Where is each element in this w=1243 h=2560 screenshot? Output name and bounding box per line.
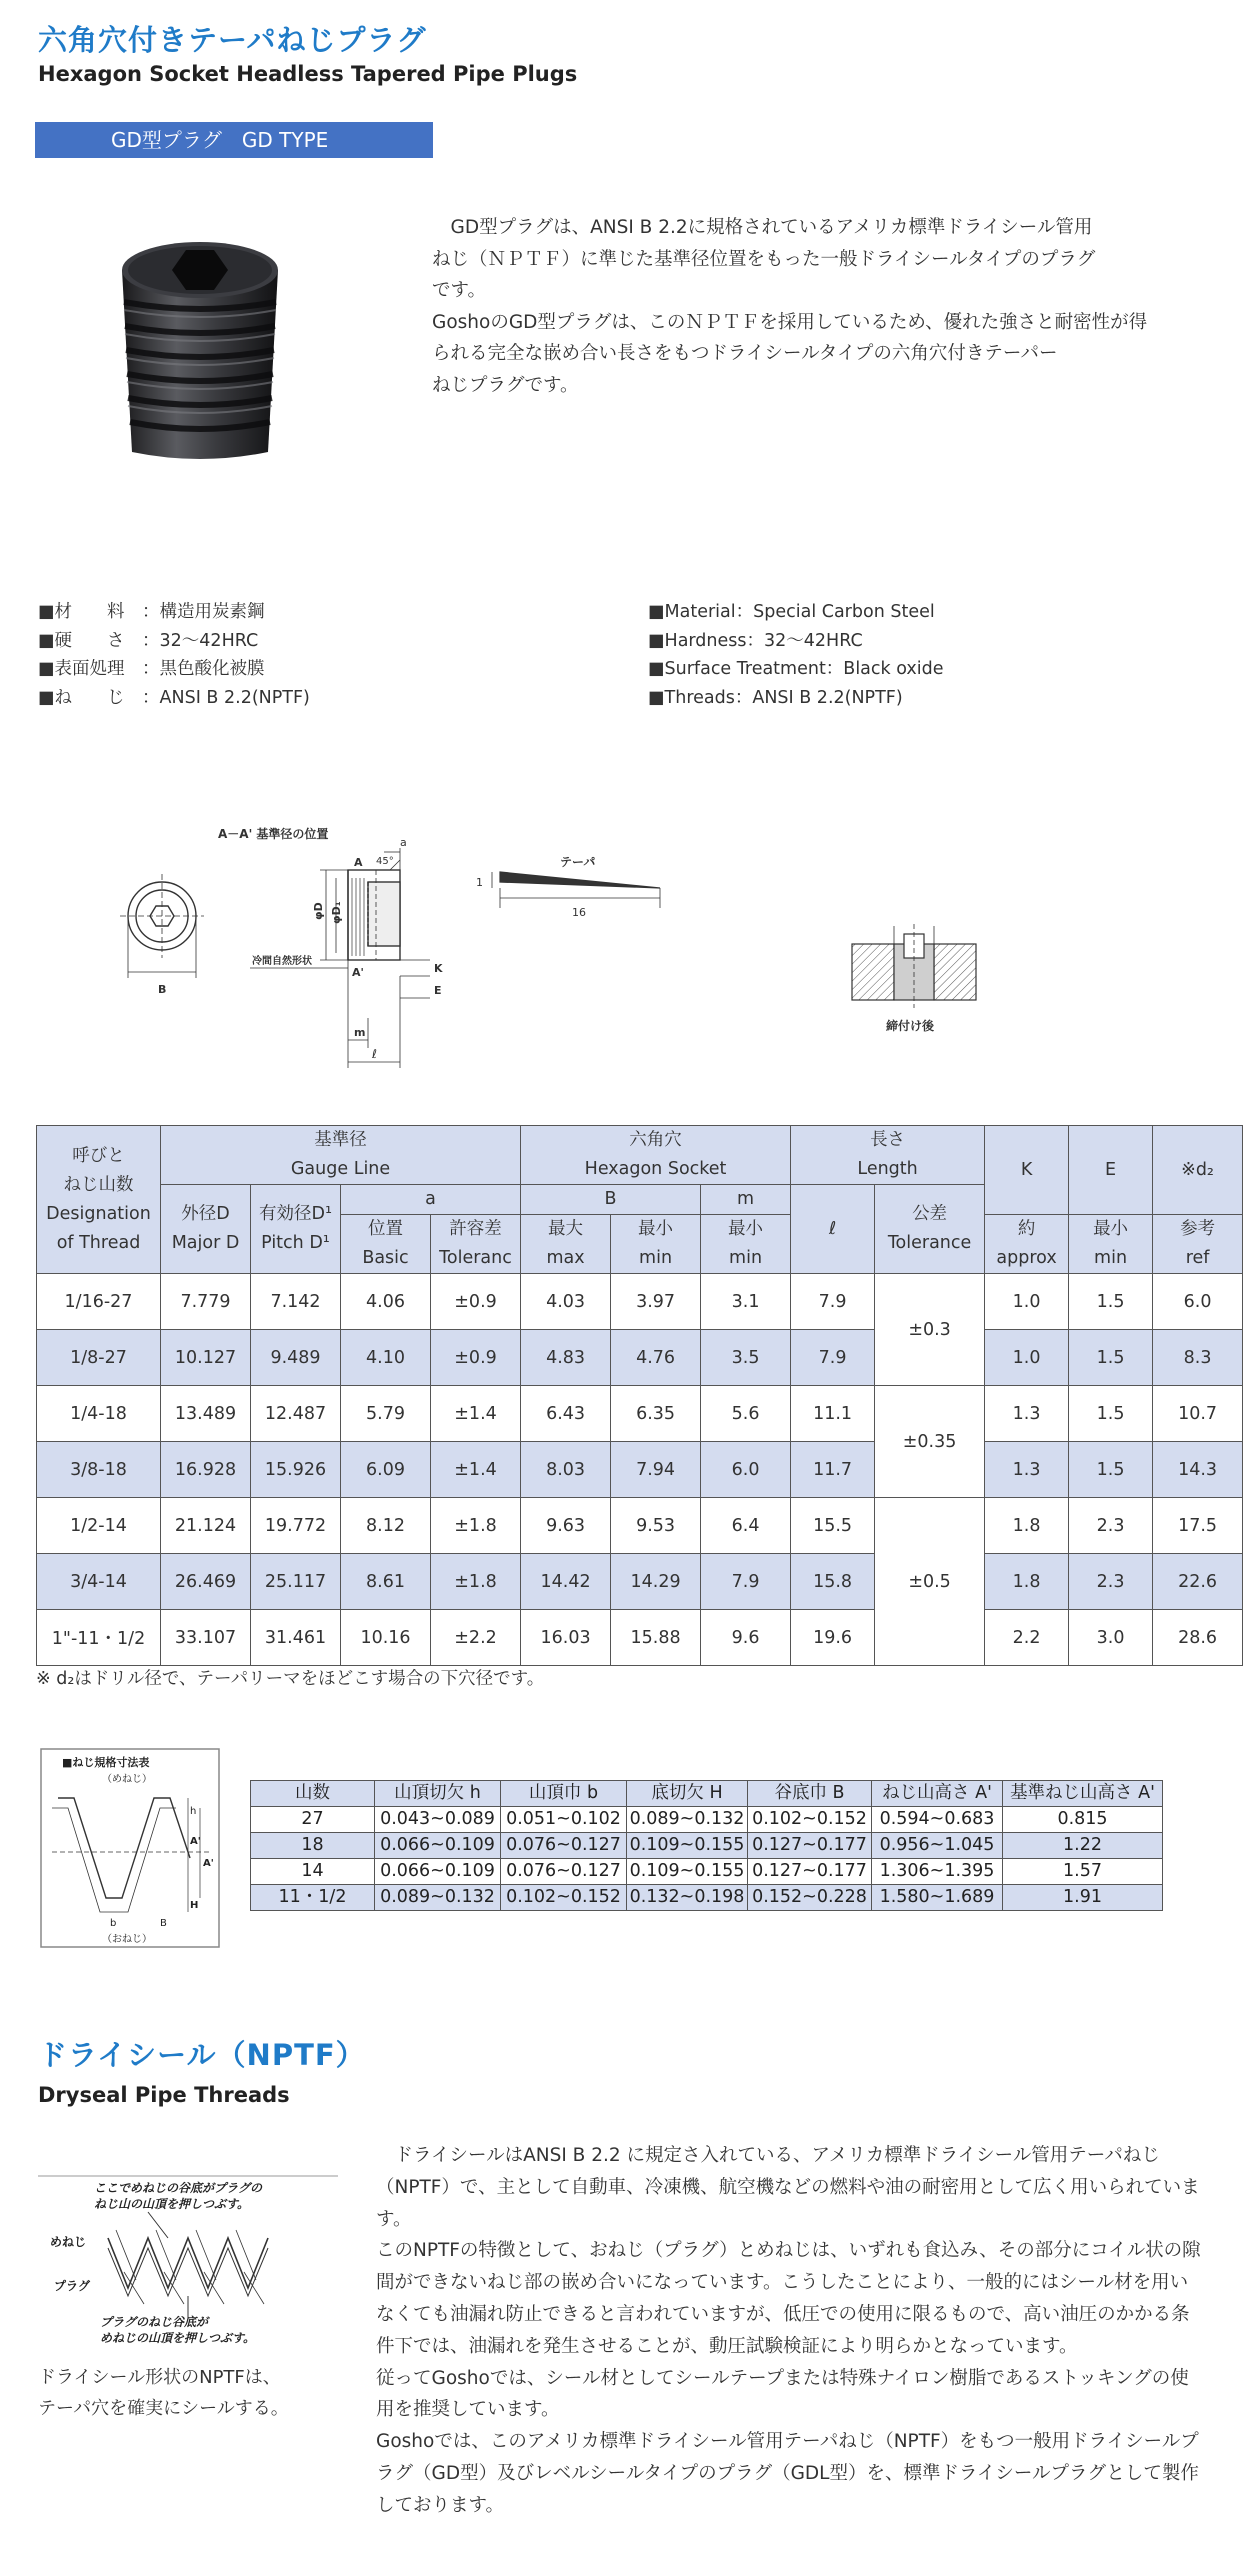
table-cell: 8.12 — [341, 1498, 431, 1554]
intro-text — [432, 212, 1192, 401]
table-cell: 28.6 — [1153, 1610, 1243, 1666]
header-text: ref — [1185, 1248, 1210, 1268]
header-text: Tolerance — [887, 1233, 972, 1253]
thread-dim-b: b — [110, 1918, 117, 1929]
length-tolerance-cell: ±0.35 — [875, 1386, 985, 1498]
thread-header-cell: 底切欠 H — [627, 1781, 748, 1807]
thread-header-cell: ねじ山高さ A' — [872, 1781, 1003, 1807]
table-cell: 3/4-14 — [37, 1554, 161, 1610]
fig-label-bottom-2: めねじの山頂を押しつぶす。 — [100, 2331, 256, 2345]
front-view — [120, 874, 204, 978]
header-text: 許容差 — [449, 1219, 502, 1239]
header-l: ℓ — [791, 1185, 875, 1274]
header-text: Length — [857, 1159, 918, 1179]
thread-cell: 1.22 — [1003, 1833, 1163, 1859]
spec-item: ■Threads：ANSI B 2.2(NPTF) — [648, 687, 903, 708]
table-cell: 25.117 — [251, 1554, 341, 1610]
table-cell: ±2.2 — [431, 1610, 521, 1666]
thread-cell: 1.580~1.689 — [872, 1885, 1003, 1911]
table-cell: 9.489 — [251, 1330, 341, 1386]
header-text: 参考 — [1180, 1219, 1216, 1239]
header-text: 最小 — [1093, 1219, 1129, 1239]
table-cell: 9.6 — [701, 1610, 791, 1666]
header-length-tolerance — [875, 1185, 985, 1274]
table-cell: 1/4-18 — [37, 1386, 161, 1442]
table-cell: 1/2-14 — [37, 1498, 161, 1554]
table-cell: 10.127 — [161, 1330, 251, 1386]
table-cell: 6.43 — [521, 1386, 611, 1442]
spec-item: ■表面処理 ：黒色酸化被膜 — [38, 659, 265, 679]
table-cell: ±0.9 — [431, 1274, 521, 1330]
length-tolerance-cell: ±0.3 — [875, 1274, 985, 1386]
thread-cell: 0.089~0.132 — [627, 1807, 748, 1833]
table-cell: 6.0 — [701, 1442, 791, 1498]
dryseal-paragraph: ドライシールはANSI B 2.2 に規定さ入れている、アメリカ標準ドライシール管用テーパねじ（NPTF）で、主として自動車、冷凍機、航空機などの燃料や油の耐密用として広く用いられています。 — [376, 2145, 1200, 2230]
header-hex-socket — [521, 1126, 791, 1185]
intro-line: ねじ（ＮＰＴＦ）に準じた基準径位置をもった一般ドライシールタイプのプラグ — [432, 248, 1096, 270]
table-cell: 1"-11・1/2 — [37, 1610, 161, 1666]
header-text: 約 — [1017, 1219, 1036, 1239]
table-cell: 3.97 — [611, 1274, 701, 1330]
thread-header-cell: 山頂巾 b — [501, 1781, 627, 1807]
thread-cell: 0.066~0.109 — [375, 1859, 501, 1885]
thread-cell: 0.594~0.683 — [872, 1807, 1003, 1833]
table-cell: 2.3 — [1069, 1498, 1153, 1554]
thread-header-cell: 谷底巾 B — [748, 1781, 872, 1807]
spec-item: ■材 料 ：構造用炭素鋼 — [38, 602, 265, 622]
table-cell: 1.0 — [985, 1274, 1069, 1330]
thread-table — [250, 1780, 1163, 1911]
thread-cell: 27 — [251, 1807, 375, 1833]
table-cell: 15.8 — [791, 1554, 875, 1610]
header-text: Hexagon Socket — [584, 1159, 727, 1179]
dim-a: a — [400, 836, 407, 849]
thread-table-row — [251, 1833, 1163, 1859]
installed-view — [852, 924, 976, 1008]
header-text: 有効径D¹ — [259, 1204, 332, 1224]
table-row — [37, 1442, 1243, 1498]
header-text: Pitch D¹ — [261, 1233, 330, 1253]
thread-dim-A-base: A' — [203, 1858, 214, 1869]
thread-dim-H: H — [190, 1900, 199, 1911]
table-row — [37, 1386, 1243, 1442]
table-cell: ±1.4 — [431, 1442, 521, 1498]
spec-item: ■Hardness：32～42HRC — [648, 630, 863, 651]
specs-jp — [38, 598, 310, 712]
dryseal-title-en: Dryseal Pipe Threads — [38, 2083, 290, 2107]
table-cell: 4.10 — [341, 1330, 431, 1386]
table-cell: 19.6 — [791, 1610, 875, 1666]
table-cell: 13.489 — [161, 1386, 251, 1442]
table-cell: 22.6 — [1153, 1554, 1243, 1610]
fig-label-top-2: ねじ山の山頂を押しつぶす。 — [94, 2197, 250, 2211]
header-E: E — [1069, 1126, 1153, 1215]
after-tightening-label: 締付け後 — [886, 1019, 935, 1033]
header-text: approx — [996, 1248, 1057, 1268]
thread-cell: 0.051~0.102 — [501, 1807, 627, 1833]
table-row — [37, 1498, 1243, 1554]
table-cell: ±1.8 — [431, 1554, 521, 1610]
thread-dim-h: h — [190, 1806, 197, 1817]
fig-label-bottom-1: プラグのねじ谷底が — [100, 2315, 209, 2329]
dim-D1: φD₁ — [330, 901, 343, 924]
table-cell: 7.9 — [701, 1554, 791, 1610]
header-text: of Thread — [56, 1232, 141, 1253]
thread-cell: 1.57 — [1003, 1859, 1163, 1885]
cold-heading-label: 冷間自然形状 — [252, 956, 312, 967]
table-cell: 8.61 — [341, 1554, 431, 1610]
thread-cell: 0.076~0.127 — [501, 1833, 627, 1859]
header-text: 呼びと — [72, 1145, 125, 1166]
thread-cell: 0.109~0.155 — [627, 1833, 748, 1859]
header-major-d — [161, 1185, 251, 1274]
table-cell: 14.29 — [611, 1554, 701, 1610]
header-m-min — [701, 1215, 791, 1274]
taper-diagram — [492, 872, 660, 908]
thread-dim-A-prime: A' — [190, 1836, 201, 1847]
header-text: 公差 — [912, 1204, 948, 1224]
table-cell: 7.9 — [791, 1330, 875, 1386]
thread-cell: 0.127~0.177 — [748, 1859, 872, 1885]
header-text: 基準径 — [314, 1130, 367, 1150]
dryseal-paragraph: Goshoでは、このアメリカ標準ドライシール管用テーパねじ（NPTF）をもつ一般用ドライシールプラグ（GD型）及びレベルシールタイプのプラグ（GDL型）を、標準ドライシールプラグとして製作しております。 — [376, 2431, 1199, 2516]
header-designation — [37, 1126, 161, 1274]
thread-cell: 0.076~0.127 — [501, 1859, 627, 1885]
table-cell: 15.5 — [791, 1498, 875, 1554]
thread-header-cell: 基準ねじ山高さ A' — [1003, 1781, 1163, 1807]
taper-ratio-sixteen: 16 — [572, 906, 586, 919]
table-cell: 11.7 — [791, 1442, 875, 1498]
table-cell: 7.9 — [791, 1274, 875, 1330]
header-length — [791, 1126, 985, 1185]
page-title-en: Hexagon Socket Headless Tapered Pipe Plugs — [38, 62, 578, 86]
dim-45: 45° — [376, 856, 394, 867]
table-cell: 1.5 — [1069, 1442, 1153, 1498]
thread-table-row — [251, 1885, 1163, 1911]
dryseal-paragraph: 従ってGoshoでは、シール材としてシールテープまたは特殊ナイロン樹脂であるストッキングの使用を推奨しています。 — [376, 2367, 1189, 2421]
table-cell: 6.35 — [611, 1386, 701, 1442]
thread-cell: 1.306~1.395 — [872, 1859, 1003, 1885]
header-d2-ref — [1153, 1215, 1243, 1274]
dryseal-paragraph: このNPTFの特徴として、おねじ（プラグ）とめねじは、いずれも食込み、その部分にコイル状の隙間ができないねじ部の嵌め合いになっています。こうしたことにより、一般的にはシール材を用いなくても油漏れ防止できると言われていますが、低圧での使用に限るもので、高い油圧のかかる条件下では、油漏れを発生させることが、動圧試験検証により明らかとなっています。 — [376, 2240, 1201, 2357]
table-cell: 1.8 — [985, 1498, 1069, 1554]
table-cell: 31.461 — [251, 1610, 341, 1666]
table-cell: 11.1 — [791, 1386, 875, 1442]
header-text: min — [639, 1248, 673, 1268]
dryseal-body — [376, 2140, 1206, 2522]
table-cell: 16.03 — [521, 1610, 611, 1666]
intro-line: GD型プラグは、ANSI B 2.2に規格されているアメリカ標準ドライシール管用 — [432, 217, 1093, 238]
table-cell: 10.7 — [1153, 1386, 1243, 1442]
dim-A: A — [354, 856, 363, 869]
table-cell: 1.5 — [1069, 1386, 1153, 1442]
thread-cell: 0.043~0.089 — [375, 1807, 501, 1833]
intro-line: られる完全な嵌め合い長さをもつドライシールタイプの六角穴付きテーパー — [432, 343, 1058, 364]
female-thread-label: （めねじ） — [102, 1774, 152, 1785]
table-cell: 9.53 — [611, 1498, 701, 1554]
table-cell: 5.79 — [341, 1386, 431, 1442]
header-min — [611, 1215, 701, 1274]
header-tolerance — [431, 1215, 521, 1274]
table-cell: 1.3 — [985, 1386, 1069, 1442]
table-cell: 15.88 — [611, 1610, 701, 1666]
header-text: 外径D — [181, 1204, 230, 1224]
male-thread-label: （おねじ） — [102, 1934, 152, 1945]
table-row — [37, 1274, 1243, 1330]
table-cell: 14.42 — [521, 1554, 611, 1610]
dryseal-title-jp: ドライシール（NPTF） — [38, 2038, 366, 2072]
table-cell: ±1.8 — [431, 1498, 521, 1554]
header-text: 長さ — [870, 1130, 906, 1150]
header-text: 位置 — [368, 1219, 403, 1239]
header-d2: ※d₂ — [1153, 1126, 1243, 1215]
table-cell: 15.926 — [251, 1442, 341, 1498]
table-cell: 5.6 — [701, 1386, 791, 1442]
thread-cell: 18 — [251, 1833, 375, 1859]
table-cell: 8.03 — [521, 1442, 611, 1498]
table-cell: 7.779 — [161, 1274, 251, 1330]
table-cell: 1.0 — [985, 1330, 1069, 1386]
table-row — [37, 1330, 1243, 1386]
header-gauge-line — [161, 1126, 521, 1185]
type-label-bar: GD型プラグ GD TYPE — [35, 122, 433, 158]
table-cell: 16.928 — [161, 1442, 251, 1498]
table-cell: 3.5 — [701, 1330, 791, 1386]
table-cell: 19.772 — [251, 1498, 341, 1554]
thread-table-row — [251, 1807, 1163, 1833]
table-cell: 4.03 — [521, 1274, 611, 1330]
table-cell: 4.76 — [611, 1330, 701, 1386]
table-cell: 21.124 — [161, 1498, 251, 1554]
plug-photo — [100, 230, 300, 470]
header-text: 最大 — [548, 1219, 584, 1239]
header-text: 最小 — [638, 1219, 674, 1239]
header-text: Designation — [46, 1203, 151, 1224]
thread-cell: 0.127~0.177 — [748, 1833, 872, 1859]
thread-table-header — [251, 1781, 1163, 1807]
dim-m: m — [354, 1026, 366, 1039]
dimension-table — [36, 1125, 1243, 1666]
table-cell: 2.3 — [1069, 1554, 1153, 1610]
header-a: a — [341, 1185, 521, 1215]
technical-drawing — [100, 808, 1040, 1088]
table-cell: 6.0 — [1153, 1274, 1243, 1330]
thread-cell: 14 — [251, 1859, 375, 1885]
spec-item: ■ね じ ：ANSI B 2.2(NPTF) — [38, 687, 310, 708]
table-cell: 1/8-27 — [37, 1330, 161, 1386]
dim-K: K — [434, 962, 443, 975]
thread-cell: 0.066~0.109 — [375, 1833, 501, 1859]
header-K: K — [985, 1126, 1069, 1215]
dim-D: φD — [312, 902, 325, 920]
thread-table-row — [251, 1859, 1163, 1885]
header-text: 六角穴 — [629, 1130, 682, 1150]
dim-E: E — [434, 984, 442, 997]
dim-l: ℓ — [372, 1047, 377, 1061]
spec-item: ■Surface Treatment：Black oxide — [648, 659, 944, 679]
table-cell: ±1.4 — [431, 1386, 521, 1442]
thread-cell: 0.102~0.152 — [501, 1885, 627, 1911]
thread-cell: 0.132~0.198 — [627, 1885, 748, 1911]
thread-cell: 0.815 — [1003, 1807, 1163, 1833]
specs-en — [648, 598, 943, 712]
table-cell: 6.09 — [341, 1442, 431, 1498]
header-text: Major D — [171, 1233, 240, 1253]
caption-line: テーパ穴を確実にシールする。 — [38, 2398, 289, 2419]
thread-cell: 11・1/2 — [251, 1885, 375, 1911]
dryseal-caption — [38, 2362, 289, 2424]
table-cell: 1.8 — [985, 1554, 1069, 1610]
header-text: min — [729, 1248, 763, 1268]
page-title-jp: 六角穴付きテーパねじプラグ — [38, 23, 427, 57]
thread-cell: 0.956~1.045 — [872, 1833, 1003, 1859]
table-row — [37, 1610, 1243, 1666]
fig-label-female: めねじ — [50, 2235, 87, 2249]
table-cell: 1.5 — [1069, 1274, 1153, 1330]
fig-label-top-1: ここでめねじの谷底がプラグの — [94, 2181, 263, 2195]
length-tolerance-cell: ±0.5 — [875, 1498, 985, 1666]
spec-item: ■硬 さ ：32～42HRC — [38, 630, 259, 651]
table-cell: 4.06 — [341, 1274, 431, 1330]
header-text: min — [1094, 1248, 1128, 1268]
table-cell: 1/16-27 — [37, 1274, 161, 1330]
table-cell: 4.83 — [521, 1330, 611, 1386]
table-cell: 3.1 — [701, 1274, 791, 1330]
thread-dim-B: B — [160, 1918, 167, 1929]
table-row — [37, 1554, 1243, 1610]
table-cell: 6.4 — [701, 1498, 791, 1554]
drill-note: ※ d₂はドリル径で、テーパリーマをほどこす場合の下穴径です。 — [36, 1669, 545, 1689]
table-cell: 7.94 — [611, 1442, 701, 1498]
table-cell: ±0.9 — [431, 1330, 521, 1386]
table-cell: 33.107 — [161, 1610, 251, 1666]
table-cell: 26.469 — [161, 1554, 251, 1610]
table-cell: 2.2 — [985, 1610, 1069, 1666]
table-cell: 12.487 — [251, 1386, 341, 1442]
intro-line: GoshoのGD型プラグは、このＮＰＴＦを採用しているため、優れた強さと耐密性が得 — [432, 311, 1148, 333]
intro-line: です。 — [432, 280, 487, 301]
dryseal-figure — [38, 2168, 348, 2348]
intro-line: ねじプラグです。 — [432, 374, 579, 396]
caption-line: ドライシール形状のNPTFは、 — [38, 2367, 281, 2388]
header-e-min — [1069, 1215, 1153, 1274]
thread-figure-title: ■ねじ規格寸法表 — [62, 1756, 150, 1769]
section-label: A－A' 基準径の位置 — [218, 827, 329, 841]
table-cell: 8.3 — [1153, 1330, 1243, 1386]
thread-cell: 1.91 — [1003, 1885, 1163, 1911]
header-text: Toleranc — [439, 1248, 512, 1268]
header-text: 最小 — [728, 1219, 764, 1239]
header-B: B — [521, 1185, 701, 1215]
table-cell: 9.63 — [521, 1498, 611, 1554]
dim-A-prime: A' — [352, 966, 364, 979]
table-cell: 3/8-18 — [37, 1442, 161, 1498]
table-cell: 14.3 — [1153, 1442, 1243, 1498]
thread-cell: 0.089~0.132 — [375, 1885, 501, 1911]
taper-label: テーパ — [560, 855, 596, 869]
header-max — [521, 1215, 611, 1274]
thread-profile-figure — [40, 1748, 220, 1948]
header-text: max — [546, 1248, 585, 1268]
taper-ratio-one: 1 — [476, 876, 483, 889]
table-cell: 3.0 — [1069, 1610, 1153, 1666]
spec-item: ■Material：Special Carbon Steel — [648, 602, 935, 622]
thread-header-cell: 山数 — [251, 1781, 375, 1807]
header-basic — [341, 1215, 431, 1274]
header-m: m — [701, 1185, 791, 1215]
thread-cell: 0.152~0.228 — [748, 1885, 872, 1911]
table-cell: 1.3 — [985, 1442, 1069, 1498]
table-cell: 7.142 — [251, 1274, 341, 1330]
thread-cell: 0.109~0.155 — [627, 1859, 748, 1885]
table-cell: 17.5 — [1153, 1498, 1243, 1554]
header-text: ねじ山数 — [63, 1174, 134, 1195]
header-pitch-d — [251, 1185, 341, 1274]
fig-label-plug: プラグ — [54, 2279, 91, 2293]
table-cell: 1.5 — [1069, 1330, 1153, 1386]
thread-header-cell: 山頂切欠 h — [375, 1781, 501, 1807]
thread-cell: 0.102~0.152 — [748, 1807, 872, 1833]
header-k-approx — [985, 1215, 1069, 1274]
table-cell: 10.16 — [341, 1610, 431, 1666]
dim-B-front: B — [158, 983, 167, 996]
header-text: Basic — [362, 1248, 409, 1268]
header-text: Gauge Line — [290, 1159, 391, 1179]
